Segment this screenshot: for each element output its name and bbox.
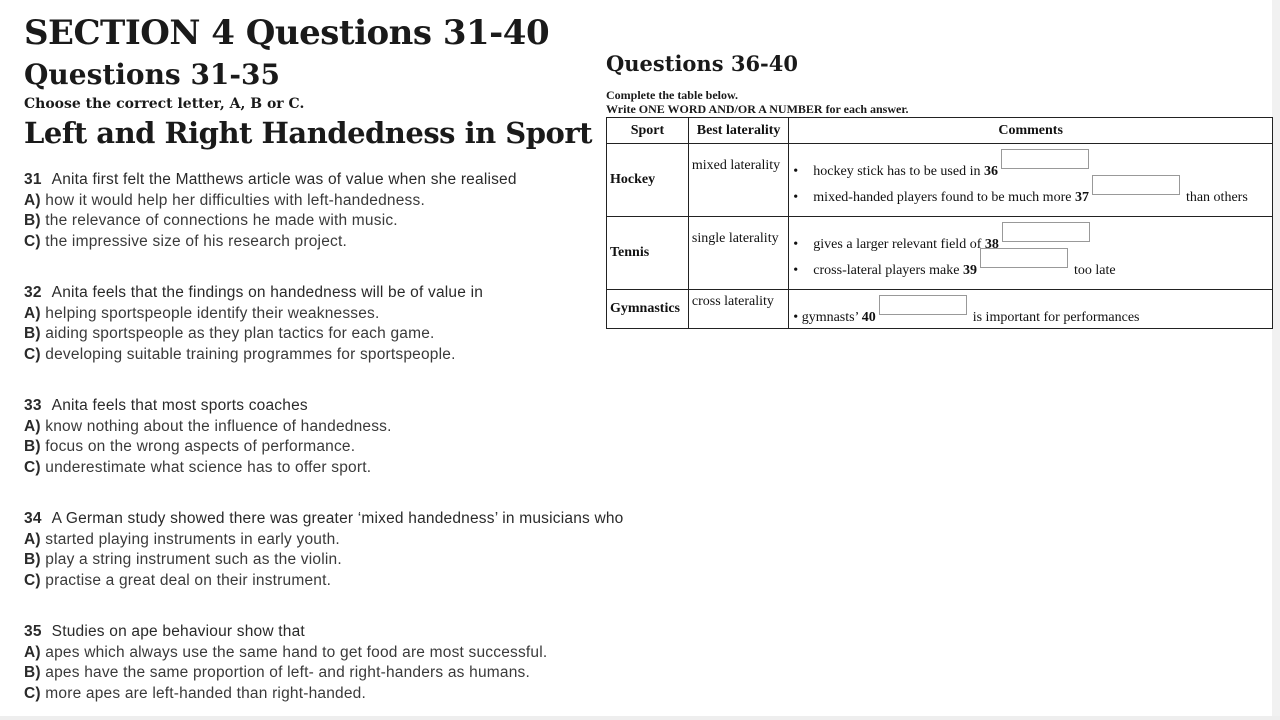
question-32	[24, 283, 483, 365]
option-a[interactable]: A) how it would help her difficulties with left-handedness.	[24, 191, 425, 209]
comment-text-after: than others	[1185, 190, 1248, 205]
question-stem	[24, 622, 547, 643]
comment-line	[793, 248, 1268, 278]
bullet: •	[793, 237, 799, 252]
option-c[interactable]: C) practise a great deal on their instrument.	[24, 571, 332, 589]
answer-box-39[interactable]	[980, 248, 1068, 268]
question-number: 32	[24, 284, 42, 301]
table-instruction-1: Complete the table below.	[606, 88, 738, 102]
bullet: •	[793, 190, 799, 205]
comments-cell	[789, 290, 1273, 329]
comment-text-after: too late	[1073, 263, 1116, 278]
option-b[interactable]: B) the relevance of connections he made with music.	[24, 212, 398, 230]
right-column	[606, 50, 1274, 329]
topic-title: Left and Right Handedness in Sport	[24, 116, 593, 150]
sport-cell: Tennis	[607, 217, 689, 290]
answer-number: 37	[1074, 190, 1089, 205]
option-c[interactable]: C) the impressive size of his research project.	[24, 232, 347, 250]
comment-line	[793, 149, 1268, 179]
option-a[interactable]: A) helping sportspeople identify their weaknesses.	[24, 304, 380, 322]
option-a[interactable]: A) know nothing about the influence of handedness.	[24, 417, 392, 435]
sport-cell: Gymnastics	[607, 290, 689, 329]
question-33	[24, 396, 392, 478]
sport-cell: Hockey	[607, 144, 689, 217]
answer-number: 36	[983, 164, 998, 179]
option-c[interactable]: C) developing suitable training programmes for sportspeople.	[24, 345, 456, 363]
bullet: •	[793, 263, 799, 278]
question-stem	[24, 396, 392, 417]
table-row-hockey	[607, 144, 1273, 217]
question-34	[24, 509, 624, 591]
answer-number: 40	[861, 310, 876, 325]
page-edge-bottom	[0, 716, 1280, 720]
option-a[interactable]: A) apes which always use the same hand to get food are most successful.	[24, 643, 548, 661]
option-b[interactable]: B) apes have the same proportion of left- and right-handers as humans.	[24, 664, 530, 682]
option-b[interactable]: B) play a string instrument such as the violin.	[24, 551, 342, 569]
question-stem	[24, 509, 624, 530]
option-c[interactable]: C) underestimate what science has to offer sport.	[24, 458, 372, 476]
question-31	[24, 170, 517, 252]
question-text: Anita feels that the findings on handedness will be of value in	[51, 284, 484, 301]
question-text: Studies on ape behaviour show that	[51, 623, 305, 640]
header-sport: Sport	[607, 118, 689, 144]
option-a[interactable]: A) started playing instruments in early youth.	[24, 530, 340, 548]
question-stem	[24, 170, 517, 191]
comment-text: gymnasts’	[801, 310, 859, 325]
bullet: •	[793, 310, 799, 325]
bullet: •	[793, 164, 799, 179]
laterality-cell: single laterality	[688, 217, 788, 290]
comments-cell	[789, 217, 1273, 290]
questions-heading: Questions 31-35	[24, 58, 280, 91]
question-number: 33	[24, 397, 42, 414]
table-instruction-2: Write ONE WORD AND/OR A NUMBER for each answer.	[606, 102, 909, 116]
table-row-tennis	[607, 217, 1273, 290]
laterality-cell: mixed laterality	[688, 144, 788, 217]
question-number: 35	[24, 623, 42, 640]
comments-cell	[789, 144, 1273, 217]
comment-text: mixed-handed players found to be much more	[813, 190, 1072, 205]
question-number: 31	[24, 171, 42, 188]
answer-box-37[interactable]	[1092, 175, 1180, 195]
question-number: 34	[24, 510, 42, 527]
header-comments: Comments	[789, 118, 1273, 144]
option-b[interactable]: B) aiding sportspeople as they plan tactics for each game.	[24, 325, 435, 343]
instruction: Choose the correct letter, A, B or C.	[24, 96, 305, 112]
question-text: A German study showed there was greater ‘mixed handedness’ in musicians who	[51, 510, 624, 527]
comment-line	[793, 295, 1268, 325]
answer-number: 38	[984, 237, 999, 252]
answer-number: 39	[962, 263, 977, 278]
question-35	[24, 622, 547, 704]
laterality-cell: cross laterality	[688, 290, 788, 329]
table-questions-heading: Questions 36-40	[606, 51, 798, 76]
question-stem	[24, 283, 483, 304]
comment-line	[793, 222, 1268, 252]
laterality-table	[606, 117, 1273, 329]
option-b[interactable]: B) focus on the wrong aspects of performance.	[24, 438, 356, 456]
answer-box-40[interactable]	[879, 295, 967, 315]
table-header-row	[607, 118, 1273, 144]
comment-text: cross-lateral players make	[813, 263, 960, 278]
question-text: Anita feels that most sports coaches	[51, 397, 308, 414]
option-c[interactable]: C) more apes are left-handed than right-handed.	[24, 684, 367, 702]
answer-box-36[interactable]	[1001, 149, 1089, 169]
table-row-gymnastics	[607, 290, 1273, 329]
section-title: SECTION 4 Questions 31-40	[24, 13, 550, 53]
comment-line	[793, 175, 1268, 205]
comment-text: hockey stick has to be used in	[813, 164, 981, 179]
answer-box-38[interactable]	[1002, 222, 1090, 242]
question-text: Anita first felt the Matthews article was of value when she realised	[51, 171, 517, 188]
header-laterality: Best laterality	[688, 118, 788, 144]
comment-text: gives a larger relevant field of	[813, 237, 982, 252]
comment-text-after: is important for performances	[972, 310, 1140, 325]
